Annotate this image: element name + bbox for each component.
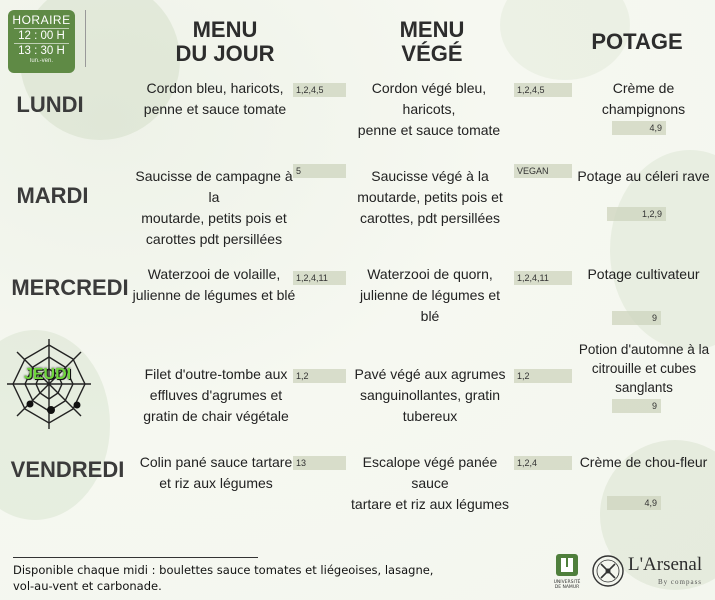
mercredi-menu-du-jour bbox=[132, 264, 296, 306]
vendredi-potage bbox=[572, 452, 715, 473]
vendredi-potage-allergens: 4,9 bbox=[607, 496, 661, 510]
dish-line: julienne de légumes et blé bbox=[132, 287, 296, 303]
svg-text:DE NAMUR: DE NAMUR bbox=[554, 585, 580, 590]
lundi-menu-vege bbox=[348, 78, 510, 141]
arsenal-brand-name: L'Arsenal bbox=[628, 554, 703, 575]
dish-line: Crème de chou-fleur bbox=[579, 454, 708, 470]
vendredi-menu-du-jour bbox=[138, 452, 294, 494]
lundi-vege-allergens: 1,2,4,5 bbox=[514, 83, 572, 97]
mardi-menu-vege bbox=[355, 166, 505, 229]
mardi-vege-allergens: VEGAN bbox=[514, 164, 572, 178]
dish-line: gratin de chair végétale bbox=[143, 408, 289, 424]
day-jeudi: JEUDI bbox=[23, 366, 72, 383]
mercredi-potage bbox=[572, 264, 715, 285]
jeudi-menu-du-jour bbox=[138, 364, 294, 427]
dish-line: Colin pané sauce tartare bbox=[139, 454, 293, 470]
header-menu-du-jour bbox=[160, 18, 290, 66]
dish-line: penne et sauce tomate bbox=[143, 101, 287, 117]
dish-line: julienne de légumes et blé bbox=[359, 287, 501, 324]
dish-line: Cordon végé bleu, haricots, bbox=[371, 80, 487, 117]
svg-text:UNIVERSITÉ: UNIVERSITÉ bbox=[553, 580, 581, 585]
dish-line: Pavé végé aux agrumes bbox=[354, 366, 506, 382]
hours-title: HORAIRE bbox=[12, 13, 71, 27]
spider-web-icon bbox=[3, 333, 95, 435]
dish-line: Waterzooi de quorn, bbox=[367, 266, 493, 282]
dish-line: sanglants bbox=[615, 380, 673, 395]
vendredi-jour-allergens: 13 bbox=[293, 456, 346, 470]
mercredi-potage-allergens: 9 bbox=[612, 311, 661, 325]
vendredi-menu-vege bbox=[348, 452, 512, 515]
dish-line: penne et sauce tomate bbox=[357, 122, 501, 138]
dish-line: moutarde, petits pois et bbox=[141, 210, 287, 226]
opening-hours-badge bbox=[8, 10, 75, 73]
mardi-potage bbox=[572, 166, 715, 187]
vendredi-vege-allergens: 1,2,4 bbox=[514, 456, 572, 470]
mercredi-menu-vege bbox=[350, 264, 510, 327]
jeudi-menu-vege bbox=[352, 364, 508, 427]
dish-line: moutarde, petits pois et bbox=[357, 189, 503, 205]
footer-divider bbox=[13, 557, 258, 558]
dish-line: citrouille et cubes bbox=[591, 361, 697, 376]
dish-line: Waterzooi de volaille, bbox=[147, 266, 281, 282]
dish-line: et riz aux légumes bbox=[159, 475, 273, 491]
header-menu-vege bbox=[367, 18, 497, 66]
hours-close: 13 : 30 H bbox=[14, 43, 69, 57]
header-menu-du-jour-line2: DU JOUR bbox=[175, 41, 275, 66]
lundi-potage-allergens: 4,9 bbox=[612, 121, 666, 135]
dish-line: Cordon bleu, haricots, bbox=[146, 80, 284, 96]
dish-line: Potage cultivateur bbox=[587, 266, 700, 282]
lundi-menu-du-jour bbox=[140, 78, 290, 120]
dish-line: effluves d'agrumes et bbox=[149, 387, 283, 403]
header-menu-vege-line2: VÉGÉ bbox=[401, 41, 463, 66]
day-vendredi: VENDREDI bbox=[10, 457, 125, 482]
header-potage bbox=[580, 30, 694, 54]
jeudi-jour-allergens: 1,2 bbox=[293, 369, 346, 383]
header-menu-vege-line1: MENU bbox=[399, 17, 465, 42]
jeudi-vege-allergens: 1,2 bbox=[514, 369, 572, 383]
hours-open: 12 : 00 H bbox=[14, 28, 69, 42]
dish-line: carottes pdt persillées bbox=[145, 231, 283, 247]
day-mardi: MARDI bbox=[16, 183, 89, 208]
dish-line: Saucisse végé à la bbox=[371, 168, 489, 184]
unamur-logo-icon bbox=[553, 552, 581, 590]
mardi-potage-allergens: 1,2,9 bbox=[607, 207, 666, 221]
dish-line: Saucisse de campagne à la bbox=[135, 168, 293, 205]
dish-line: Crème de champignons bbox=[601, 80, 686, 117]
dish-line: tubereux bbox=[402, 408, 458, 424]
mercredi-jour-allergens: 1,2,4,11 bbox=[293, 271, 346, 285]
jeudi-potage bbox=[578, 340, 710, 397]
header-divider bbox=[85, 10, 86, 67]
arsenal-brand-tagline: By compass bbox=[658, 578, 703, 586]
dish-line: tartare et riz aux légumes bbox=[351, 496, 509, 512]
mercredi-vege-allergens: 1,2,4,11 bbox=[514, 271, 572, 285]
dish-line: Potage au céleri rave bbox=[577, 168, 710, 184]
header-potage-line1: POTAGE bbox=[591, 29, 683, 54]
dish-line: sanguinollantes, gratin bbox=[359, 387, 501, 403]
mardi-jour-allergens: 5 bbox=[293, 164, 346, 178]
dish-line: Filet d'outre-tombe aux bbox=[144, 366, 288, 382]
lundi-jour-allergens: 1,2,4,5 bbox=[293, 83, 346, 97]
lundi-potage bbox=[572, 78, 715, 120]
day-mercredi: MERCREDI bbox=[11, 275, 129, 300]
dish-line: carottes, pdt persillées bbox=[359, 210, 501, 226]
mardi-menu-du-jour bbox=[132, 166, 296, 250]
jeudi-potage-allergens: 9 bbox=[612, 399, 661, 413]
dish-line: Escalope végé panée sauce bbox=[362, 454, 498, 491]
day-lundi: LUNDI bbox=[16, 92, 84, 117]
hours-days: lun.-ven. bbox=[29, 58, 53, 64]
arsenal-emblem-icon bbox=[591, 554, 625, 588]
dish-line: Potion d'automne à la bbox=[578, 342, 710, 357]
header-menu-du-jour-line1: MENU bbox=[192, 17, 258, 42]
footer-note: Disponible chaque midi : boulettes sauce tomates et liégeoises, lasagne, vol-au-vent et carbonade. bbox=[13, 563, 434, 593]
